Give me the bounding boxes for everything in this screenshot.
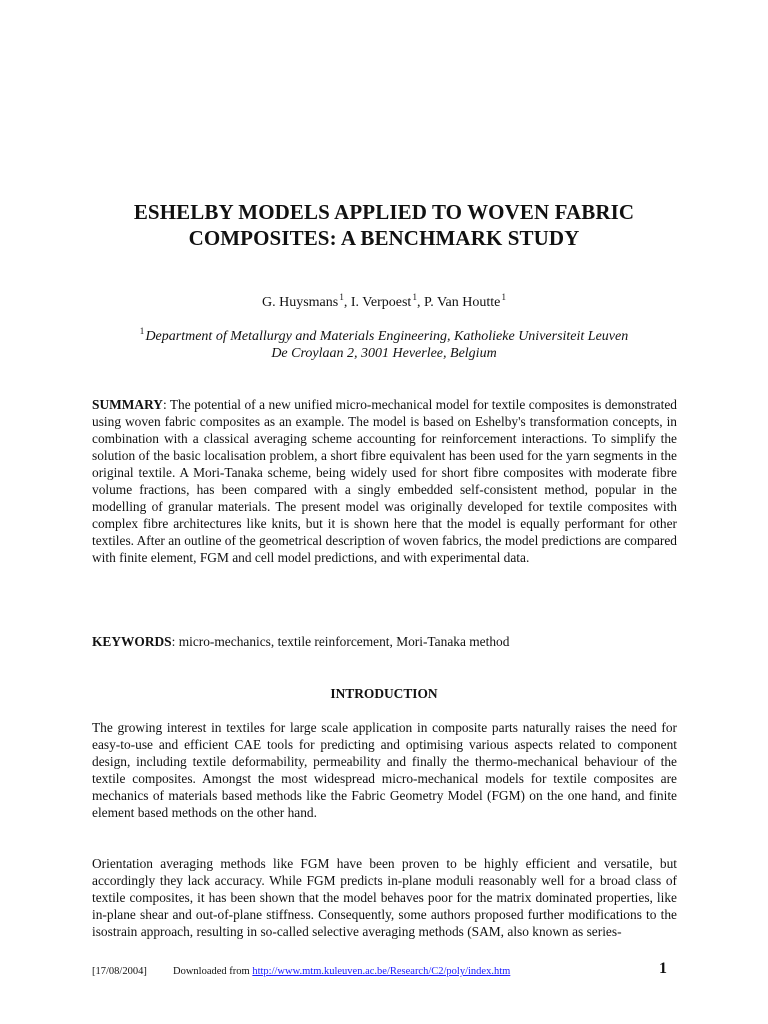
footer-download-note: [173, 964, 510, 980]
introduction-paragraph-1: The growing interest in textiles for large scale application in composite parts naturally raises the need for easy-to-use and efficient CAE tools for predicting and optimising various aspects related to component design, including textile deformability, permeability and finally the thermo-mechanical behaviour of the textile composites. Amongst the most widespread micro-mechanical models for textile composites are mechanics of materials based methods like the Fabric Geometry Model (FGM) on the one hand, and finite element based methods on the other hand.: [92, 720, 677, 820]
author-affiliation-marker: 1: [339, 292, 344, 302]
affiliation-line-1: [60, 328, 708, 345]
footer-date: [17/08/2004]: [92, 966, 147, 977]
author-separator: ,: [343, 295, 351, 310]
author-separator: ,: [416, 295, 424, 310]
title-line-1: ESHELBY MODELS APPLIED TO WOVEN FABRIC: [133, 200, 635, 224]
footer-downloaded-from: Downloaded from: [173, 966, 250, 977]
keywords-text: : micro-mechanics, textile reinforcement, Mori-Tanaka method: [171, 634, 510, 649]
page-footer: [92, 960, 677, 984]
summary-text: : The potential of a new unified micro-mechanical model for textile composites is demonstrated using woven fabric composites as an example. The model is based on Eshelby's transformation concepts, in combination with a classical averaging scheme accounting for reinforcement interactions. To simplify the solution of the basic localisation problem, a short fibre equivalent has been used for the yarn segments in the original textile. A Mori-Tanaka scheme, being widely used for short fibre composites with moderate fibre volume fractions, has been compared with a singly embedded self-consistent method, popular in the modelling of granular materials. The present model was originally developed for textile composites with complex fibre architectures like knits, but it is shown here that the model is equally performant for other textiles. After an outline of the geometrical description of woven fabrics, the model predictions are compared with finite element, FGM and cell model predictions, and with experimental data.: [92, 397, 677, 565]
author-affiliation-marker: 1: [412, 292, 417, 302]
author-list: [60, 294, 708, 312]
author-name: I. Verpoest: [350, 295, 412, 310]
footer-source-link[interactable]: http://www.mtm.kuleuven.ac.be/Research/C2/poly/index.htm: [252, 966, 511, 977]
affiliation-address: De Croylaan 2, 3001 Heverlee, Belgium: [271, 346, 497, 361]
affiliation-department: Department of Metallurgy and Materials Engineering, Katholieke Universiteit Leuven: [145, 329, 629, 344]
title-line-2: COMPOSITES: A BENCHMARK STUDY: [188, 226, 580, 250]
author-affiliation-marker: 1: [501, 292, 506, 302]
summary-paragraph: [92, 397, 677, 567]
affiliation-marker: 1: [139, 326, 145, 336]
keywords-paragraph: [92, 634, 677, 651]
author-name: P. Van Houtte: [423, 295, 501, 310]
section-heading-introduction: INTRODUCTION: [330, 686, 438, 701]
introduction-paragraph-2: Orientation averaging methods like FGM have been proven to be highly efficient and versatile, but accordingly they lack accuracy. While FGM predicts in-plane moduli reasonably well for a broad class of textile composites, it has been shown that the model behaves poor for the matrix dominated properties, like in-plane shear and out-of-plane stiffness. Consequently, some authors proposed further modifications to the isostrain approach, resulting in so-called selective averaging methods (SAM, also known as series-: [92, 856, 677, 939]
author-affiliation: [60, 328, 708, 362]
author-name: G. Huysmans: [261, 295, 339, 310]
keywords-label: KEYWORDS: [92, 634, 172, 649]
page-number: 1: [659, 960, 667, 977]
paper-title: [60, 199, 708, 251]
summary-label: SUMMARY: [92, 397, 163, 412]
